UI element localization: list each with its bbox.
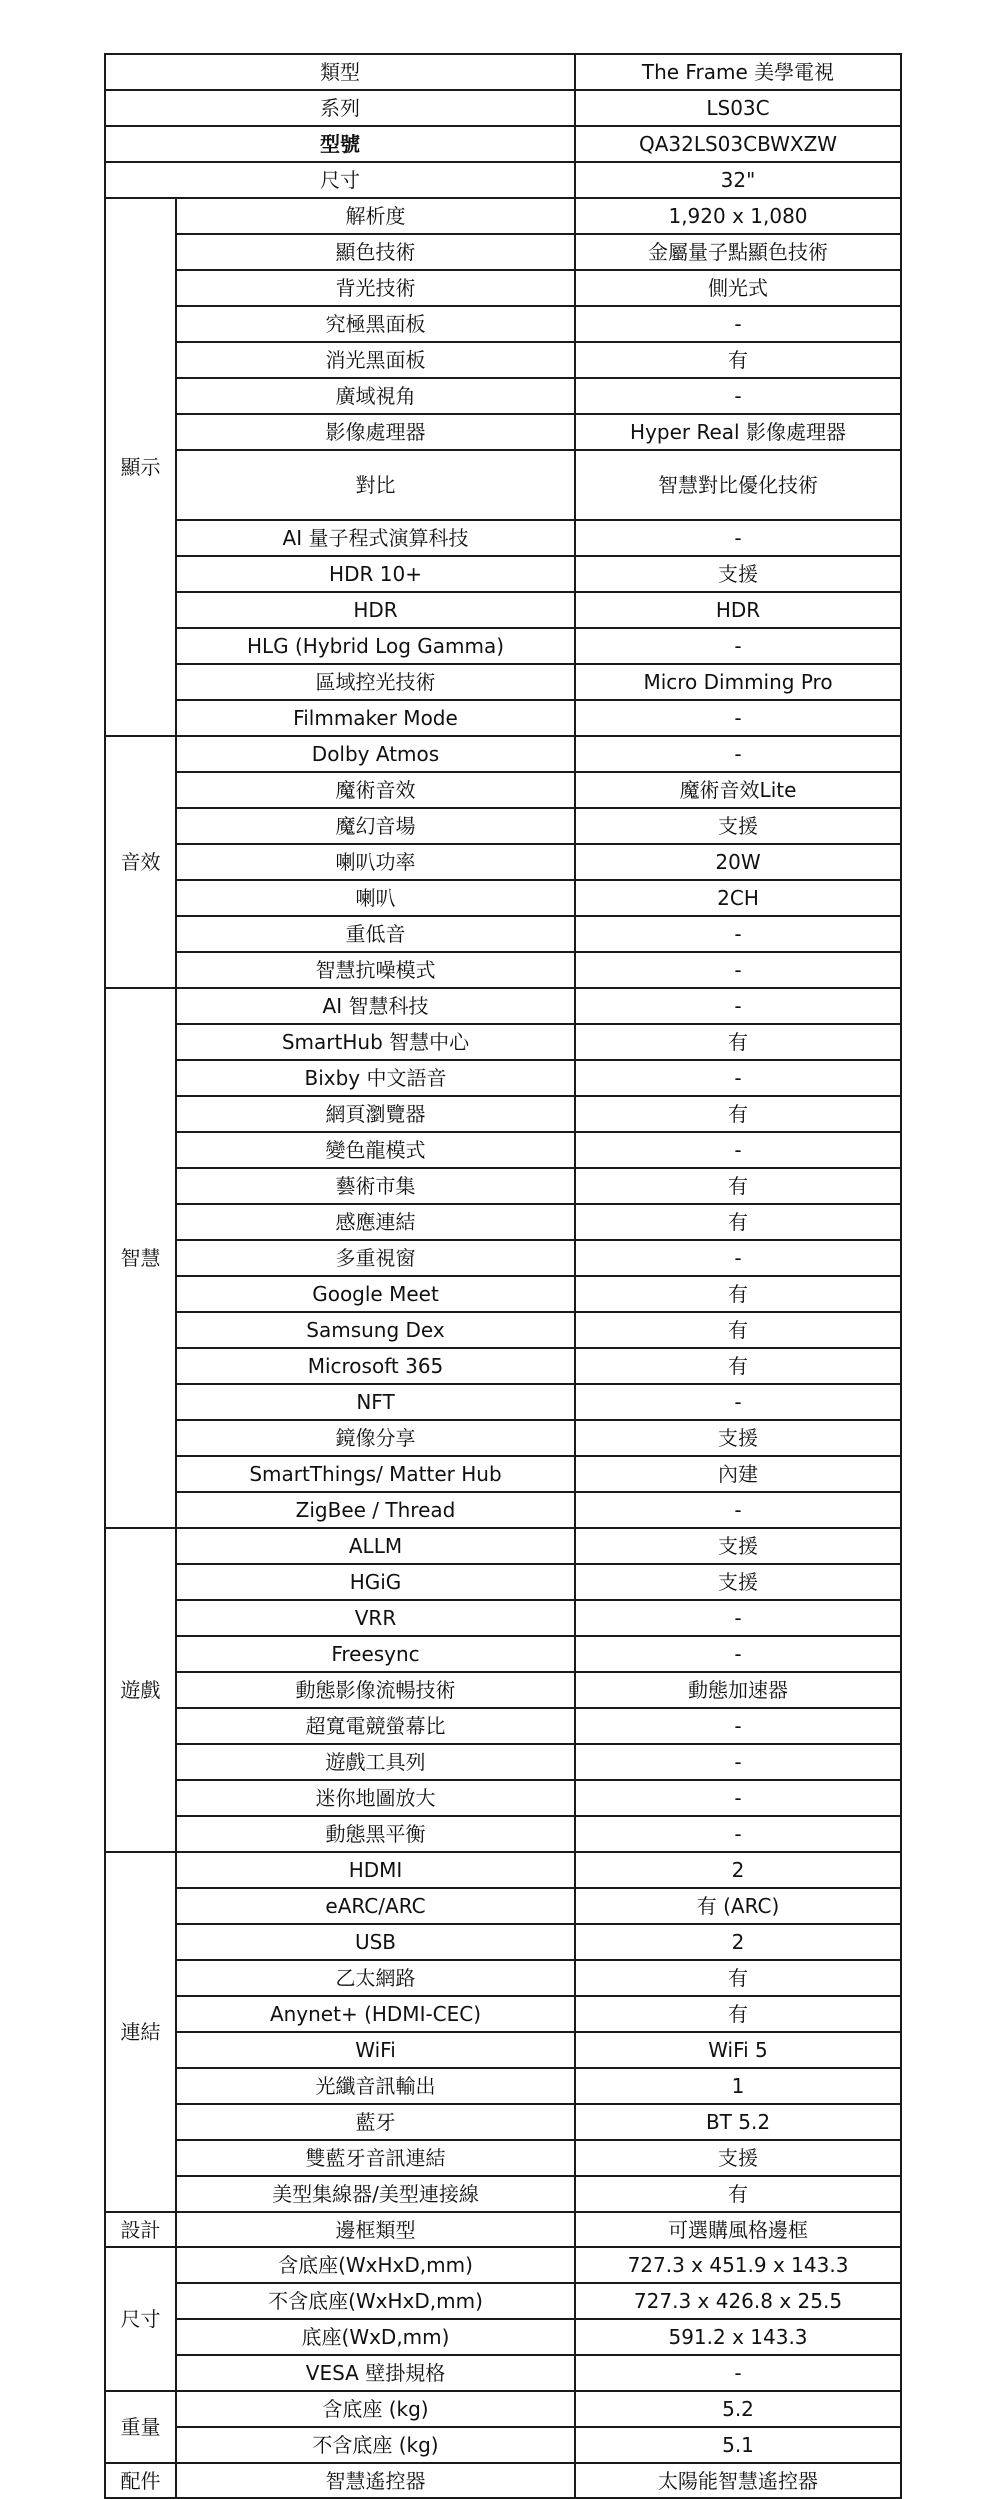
spec-label: 喇叭功率 <box>176 844 575 880</box>
spec-row <box>105 2212 901 2247</box>
spec-label: 解析度 <box>176 198 575 234</box>
spec-label: 不含底座 (kg) <box>176 2427 575 2463</box>
spec-row <box>105 1636 901 1672</box>
spec-value: 魔術音效Lite <box>575 772 901 808</box>
spec-row <box>105 2283 901 2319</box>
spec-value: 側光式 <box>575 270 901 306</box>
spec-value: 支援 <box>575 1528 901 1564</box>
spec-row <box>105 1384 901 1420</box>
spec-row <box>105 520 901 556</box>
spec-label: eARC/ARC <box>176 1888 575 1924</box>
spec-row <box>105 664 901 700</box>
spec-row <box>105 2319 901 2355</box>
spec-label: Anynet+ (HDMI-CEC) <box>176 1996 575 2032</box>
spec-value: 20W <box>575 844 901 880</box>
category-cell: 顯示 <box>105 198 176 736</box>
category-cell: 重量 <box>105 2391 176 2463</box>
spec-label: 遊戲工具列 <box>176 1744 575 1780</box>
spec-value: 有 <box>575 1312 901 1348</box>
spec-row <box>105 1456 901 1492</box>
spec-label: Bixby 中文語音 <box>176 1060 575 1096</box>
spec-row <box>105 1600 901 1636</box>
spec-label: 喇叭 <box>176 880 575 916</box>
spec-label: Dolby Atmos <box>176 736 575 772</box>
spec-value: BT 5.2 <box>575 2104 901 2140</box>
spec-value: WiFi 5 <box>575 2032 901 2068</box>
spec-row <box>105 1564 901 1600</box>
category-cell: 尺寸 <box>105 2247 176 2391</box>
spec-table <box>104 53 902 2499</box>
spec-table-body <box>105 54 901 2498</box>
spec-label: NFT <box>176 1384 575 1420</box>
spec-row <box>105 988 901 1024</box>
spec-row <box>105 2463 901 2498</box>
spec-row <box>105 952 901 988</box>
spec-label: SmartHub 智慧中心 <box>176 1024 575 1060</box>
spec-row <box>105 2176 901 2212</box>
spec-value: - <box>575 1600 901 1636</box>
spec-row <box>105 844 901 880</box>
spec-value: - <box>575 1384 901 1420</box>
category-cell: 配件 <box>105 2463 176 2498</box>
spec-value: Micro Dimming Pro <box>575 664 901 700</box>
spec-row <box>105 2068 901 2104</box>
spec-label: 影像處理器 <box>176 414 575 450</box>
spec-row <box>105 556 901 592</box>
spec-label: HGiG <box>176 1564 575 1600</box>
spec-label: 多重視窗 <box>176 1240 575 1276</box>
spec-value: - <box>575 1492 901 1528</box>
spec-value: 727.3 x 426.8 x 25.5 <box>575 2283 901 2319</box>
spec-row <box>105 1672 901 1708</box>
spec-value: 支援 <box>575 556 901 592</box>
spec-value: 動態加速器 <box>575 1672 901 1708</box>
spec-label: 區域控光技術 <box>176 664 575 700</box>
spec-row <box>105 414 901 450</box>
spec-label: 動態影像流暢技術 <box>176 1672 575 1708</box>
category-cell: 智慧 <box>105 988 176 1528</box>
spec-value: 有 <box>575 1096 901 1132</box>
header-row-type <box>105 54 901 90</box>
spec-value: 591.2 x 143.3 <box>575 2319 901 2355</box>
spec-label: 含底座 (kg) <box>176 2391 575 2427</box>
spec-row <box>105 772 901 808</box>
spec-label: 對比 <box>176 450 575 520</box>
spec-value: 有 <box>575 1348 901 1384</box>
spec-label: 廣域視角 <box>176 378 575 414</box>
spec-label: 智慧遙控器 <box>176 2463 575 2498</box>
spec-row <box>105 1312 901 1348</box>
spec-label: AI 量子程式演算科技 <box>176 520 575 556</box>
header-value: QA32LS03CBWXZW <box>575 126 901 162</box>
spec-value: 有 <box>575 1024 901 1060</box>
spec-row <box>105 1780 901 1816</box>
spec-row <box>105 1744 901 1780</box>
spec-value: 2 <box>575 1924 901 1960</box>
spec-label: 雙藍牙音訊連結 <box>176 2140 575 2176</box>
spec-row <box>105 2355 901 2391</box>
spec-label: Google Meet <box>176 1276 575 1312</box>
spec-label: 美型集線器/美型連接線 <box>176 2176 575 2212</box>
header-row-size <box>105 162 901 198</box>
spec-value: 支援 <box>575 1420 901 1456</box>
spec-value: - <box>575 628 901 664</box>
spec-label: 顯色技術 <box>176 234 575 270</box>
spec-label: 智慧抗噪模式 <box>176 952 575 988</box>
spec-row <box>105 270 901 306</box>
spec-label: HDR 10+ <box>176 556 575 592</box>
spec-label: 動態黑平衡 <box>176 1816 575 1852</box>
spec-row <box>105 880 901 916</box>
spec-row <box>105 1204 901 1240</box>
spec-label: HLG (Hybrid Log Gamma) <box>176 628 575 664</box>
spec-value: 5.2 <box>575 2391 901 2427</box>
spec-label: 變色龍模式 <box>176 1132 575 1168</box>
category-cell: 設計 <box>105 2212 176 2247</box>
spec-row <box>105 1528 901 1564</box>
spec-row <box>105 198 901 234</box>
spec-label: 鏡像分享 <box>176 1420 575 1456</box>
header-label: 系列 <box>105 90 575 126</box>
spec-value: - <box>575 2355 901 2391</box>
spec-label: USB <box>176 1924 575 1960</box>
spec-label: Samsung Dex <box>176 1312 575 1348</box>
spec-label: 重低音 <box>176 916 575 952</box>
spec-value: - <box>575 1816 901 1852</box>
spec-value: - <box>575 916 901 952</box>
spec-label: 網頁瀏覽器 <box>176 1096 575 1132</box>
spec-label: 不含底座(WxHxD,mm) <box>176 2283 575 2319</box>
spec-value: HDR <box>575 592 901 628</box>
spec-row <box>105 736 901 772</box>
spec-label: 迷你地圖放大 <box>176 1780 575 1816</box>
spec-row <box>105 1024 901 1060</box>
spec-row <box>105 592 901 628</box>
spec-row <box>105 234 901 270</box>
spec-row <box>105 1060 901 1096</box>
spec-label: Microsoft 365 <box>176 1348 575 1384</box>
spec-value: - <box>575 306 901 342</box>
header-row-model <box>105 126 901 162</box>
spec-row <box>105 450 901 520</box>
header-value: The Frame 美學電視 <box>575 54 901 90</box>
spec-value: - <box>575 1708 901 1744</box>
spec-row <box>105 378 901 414</box>
spec-row <box>105 1816 901 1852</box>
spec-label: WiFi <box>176 2032 575 2068</box>
spec-value: 727.3 x 451.9 x 143.3 <box>575 2247 901 2283</box>
spec-row <box>105 1420 901 1456</box>
spec-label: 感應連結 <box>176 1204 575 1240</box>
spec-value: 可選購風格邊框 <box>575 2212 901 2247</box>
spec-value: 有 <box>575 1168 901 1204</box>
spec-value: 5.1 <box>575 2427 901 2463</box>
spec-value: - <box>575 736 901 772</box>
spec-row <box>105 2140 901 2176</box>
spec-row <box>105 1996 901 2032</box>
spec-label: 乙太網路 <box>176 1960 575 1996</box>
header-value: LS03C <box>575 90 901 126</box>
spec-value: 支援 <box>575 1564 901 1600</box>
header-label: 型號 <box>105 126 575 162</box>
spec-row <box>105 2104 901 2140</box>
spec-row <box>105 1276 901 1312</box>
header-label: 類型 <box>105 54 575 90</box>
spec-label: 消光黑面板 <box>176 342 575 378</box>
spec-value: - <box>575 1780 901 1816</box>
spec-value: 有 <box>575 1960 901 1996</box>
spec-row <box>105 1240 901 1276</box>
spec-row <box>105 1492 901 1528</box>
spec-row <box>105 2247 901 2283</box>
spec-row <box>105 2032 901 2068</box>
spec-label: 藝術市集 <box>176 1168 575 1204</box>
spec-label: 光纖音訊輸出 <box>176 2068 575 2104</box>
spec-value: - <box>575 1240 901 1276</box>
spec-value: - <box>575 1744 901 1780</box>
header-value: 32" <box>575 162 901 198</box>
category-cell: 音效 <box>105 736 176 988</box>
spec-row <box>105 2391 901 2427</box>
spec-row <box>105 1348 901 1384</box>
spec-row <box>105 700 901 736</box>
spec-row <box>105 916 901 952</box>
spec-value: 太陽能智慧遙控器 <box>575 2463 901 2498</box>
spec-value: 2 <box>575 1852 901 1888</box>
spec-value: 有 <box>575 1996 901 2032</box>
spec-value: 智慧對比優化技術 <box>575 450 901 520</box>
spec-value: - <box>575 952 901 988</box>
spec-label: 魔術音效 <box>176 772 575 808</box>
category-cell: 遊戲 <box>105 1528 176 1852</box>
spec-value: Hyper Real 影像處理器 <box>575 414 901 450</box>
spec-row <box>105 1960 901 1996</box>
spec-value: 支援 <box>575 808 901 844</box>
spec-value: 2CH <box>575 880 901 916</box>
spec-value: 有 <box>575 342 901 378</box>
header-row-series <box>105 90 901 126</box>
spec-value: - <box>575 988 901 1024</box>
spec-value: 1 <box>575 2068 901 2104</box>
spec-label: 含底座(WxHxD,mm) <box>176 2247 575 2283</box>
spec-label: HDR <box>176 592 575 628</box>
spec-value: - <box>575 1132 901 1168</box>
spec-value: - <box>575 1636 901 1672</box>
spec-value: 內建 <box>575 1456 901 1492</box>
spec-row <box>105 2427 901 2463</box>
spec-row <box>105 1708 901 1744</box>
spec-row <box>105 306 901 342</box>
spec-value: - <box>575 378 901 414</box>
spec-row <box>105 808 901 844</box>
spec-label: 背光技術 <box>176 270 575 306</box>
spec-label: 魔幻音場 <box>176 808 575 844</box>
spec-value: 1,920 x 1,080 <box>575 198 901 234</box>
spec-label: 底座(WxD,mm) <box>176 2319 575 2355</box>
spec-label: ALLM <box>176 1528 575 1564</box>
spec-value: 金屬量子點顯色技術 <box>575 234 901 270</box>
category-cell: 連結 <box>105 1852 176 2212</box>
spec-label: 超寬電競螢幕比 <box>176 1708 575 1744</box>
spec-row <box>105 1132 901 1168</box>
spec-label: VESA 壁掛規格 <box>176 2355 575 2391</box>
spec-row <box>105 1096 901 1132</box>
spec-value: 有 (ARC) <box>575 1888 901 1924</box>
spec-label: VRR <box>176 1600 575 1636</box>
spec-row <box>105 1168 901 1204</box>
spec-row <box>105 628 901 664</box>
spec-value: 有 <box>575 2176 901 2212</box>
spec-value: 有 <box>575 1204 901 1240</box>
spec-value: - <box>575 520 901 556</box>
header-label: 尺寸 <box>105 162 575 198</box>
spec-label: HDMI <box>176 1852 575 1888</box>
spec-value: - <box>575 700 901 736</box>
spec-row <box>105 342 901 378</box>
spec-label: 究極黑面板 <box>176 306 575 342</box>
spec-label: Filmmaker Mode <box>176 700 575 736</box>
spec-value: - <box>575 1060 901 1096</box>
spec-label: Freesync <box>176 1636 575 1672</box>
spec-label: 藍牙 <box>176 2104 575 2140</box>
spec-row <box>105 1924 901 1960</box>
spec-label: AI 智慧科技 <box>176 988 575 1024</box>
spec-row <box>105 1888 901 1924</box>
spec-value: 支援 <box>575 2140 901 2176</box>
spec-label: 邊框類型 <box>176 2212 575 2247</box>
spec-label: SmartThings/ Matter Hub <box>176 1456 575 1492</box>
spec-value: 有 <box>575 1276 901 1312</box>
spec-row <box>105 1852 901 1888</box>
spec-label: ZigBee / Thread <box>176 1492 575 1528</box>
